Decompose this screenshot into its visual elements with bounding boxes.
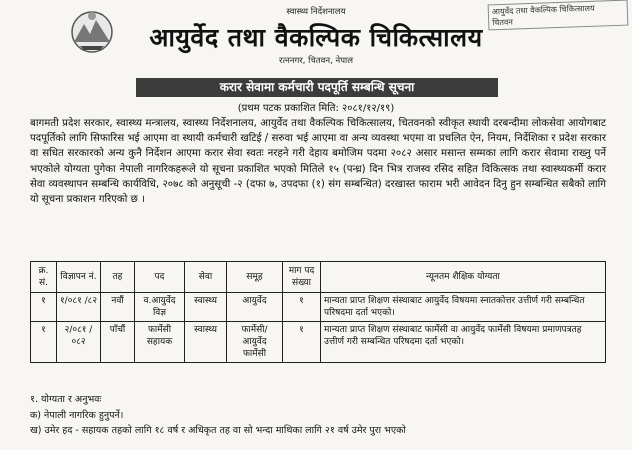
header-ad-no: विज्ञापन नं. <box>57 262 101 293</box>
header-group: समूह <box>227 262 283 293</box>
cell-qualification: मान्यता प्राप्त शिक्षण संस्थाबाट आयुर्वेद विषयमा स्नातकोत्तर उत्तीर्ण गरी सम्बन्धित परिषदमा दर्ता भएको। <box>321 293 606 322</box>
note-item-kha: ख) उमेर हद - सहायक तहको लागि १८ वर्ष र अधिकृत तह वा सो भन्दा माथिका लागि २१ वर्ष उमेर पुरा भएको <box>30 425 406 436</box>
cell-group: फार्मेसी/ आयुर्वेद फार्मेसी <box>227 322 283 363</box>
ministry-line: स्वास्थ्य निर्देशनालय <box>286 7 346 17</box>
stamp-line-1: आयुर्वेद तथा वैकल्पिक चिकित्सालय <box>491 3 595 17</box>
cell-service: स्वास्थ्य <box>185 322 227 363</box>
publish-date: (प्रथम पटक प्रकाशित मिति: २०८१/१२/१९) <box>237 103 395 114</box>
cell-level: पाँचौं <box>101 322 135 363</box>
header-post: पद <box>135 262 185 293</box>
cell-ad-no: १/०८१ /८२ <box>57 293 101 322</box>
header-qualification: न्यूनतम शैक्षिक योग्यता <box>321 262 606 293</box>
cell-qualification: मान्यता प्राप्त शिक्षण संस्थाबाट फार्मेसी वा आयुर्वेद फार्मेसी विषयमा प्रमाणपत्रतह उत्तीर्ण गरी सम्बन्धित परिषदमा दर्ता भएको। <box>321 322 606 363</box>
cell-post: व.आयुर्वेद विज्ञ <box>135 293 185 322</box>
hospital-name: आयुर्वेद तथा वैकल्पिक चिकित्सालय <box>149 23 483 52</box>
eligibility-notes <box>30 392 620 439</box>
cell-group: आयुर्वेद <box>227 293 283 322</box>
header-sn: क्र. सं. <box>31 262 57 293</box>
table-header-row <box>31 262 606 293</box>
table-row <box>31 293 606 322</box>
cell-ad-no: २/०८१ /०८२ <box>57 322 101 363</box>
cell-demand: १ <box>283 322 321 363</box>
cell-demand: १ <box>283 293 321 322</box>
cell-level: नवौं <box>101 293 135 322</box>
note-item-ka: क) नेपाली नागरिक हुनुपर्ने। <box>30 409 124 421</box>
notice-body: बागमती प्रदेश सरकार, स्वास्थ्य मन्त्रालय, स्वास्थ्य निर्देशनालय, आयुर्वेद तथा वैकल्पिक चिकित्सालय, चितवनको स्वीकृत स्थायी दरबन्दीमा लोकसेवा आयोगबाट पदपूर्तिको लागि सिफारिस भई आएमा वा स्थायी कर्मचारी खटिई / सरुवा भई आएमा वा अन्य व्यवस्था भएमा वा प्रचलित ऐन, नियम, निर्देशिका र प्रदेश सरकार वा सधित सरकारको अन्य कुनै निर्देशन आएमा करार सेवा स्वतः नरहने गरी देहाय बमोजिम पदमा २०८२ असार मसान्त सम्मका लागि करार सेवामा राख्नु पर्ने भएकोले योग्यता पुगेका नेपाली नागरिकहरूले यो सूचना प्रकाशित भएको मितिले १५ (पन्ध्र) दिन भित्र राजस्व रसिद सहित विकित्सक तथा स्वास्थ्यकर्मी करार सेवा व्यवस्थापन सम्बन्धि कार्यविधि, २०७८ को अनुसूची -२ (दफा ७, उपदफा (१) संग सम्बन्धित) दरखास्त फाराम भरी आवेदन दिनु हुन सम्बन्धित सबैको लागि यो सूचना प्रकाशन गरिएको छ । <box>30 118 606 206</box>
header-service: सेवा <box>185 262 227 293</box>
vacancy-table <box>30 261 606 363</box>
table-row <box>31 322 606 363</box>
cell-post: फार्मेसी सहायक <box>135 322 185 363</box>
header-demand: माग पद संख्या <box>283 262 321 293</box>
hospital-location: रत्ननगर, चितवन, नेपाल <box>279 56 353 66</box>
cell-service: स्वास्थ्य <box>185 293 227 322</box>
cell-sn: १ <box>31 293 57 322</box>
cell-sn: १ <box>31 322 57 363</box>
stamp-line-2: चितवन <box>492 17 513 28</box>
header-level: तह <box>101 262 135 293</box>
notice-title: करार सेवामा कर्मचारी पदपूर्ति सम्बन्धि सूचना <box>136 78 498 97</box>
notes-heading: १. योग्यता र अनुभवः <box>30 394 102 405</box>
